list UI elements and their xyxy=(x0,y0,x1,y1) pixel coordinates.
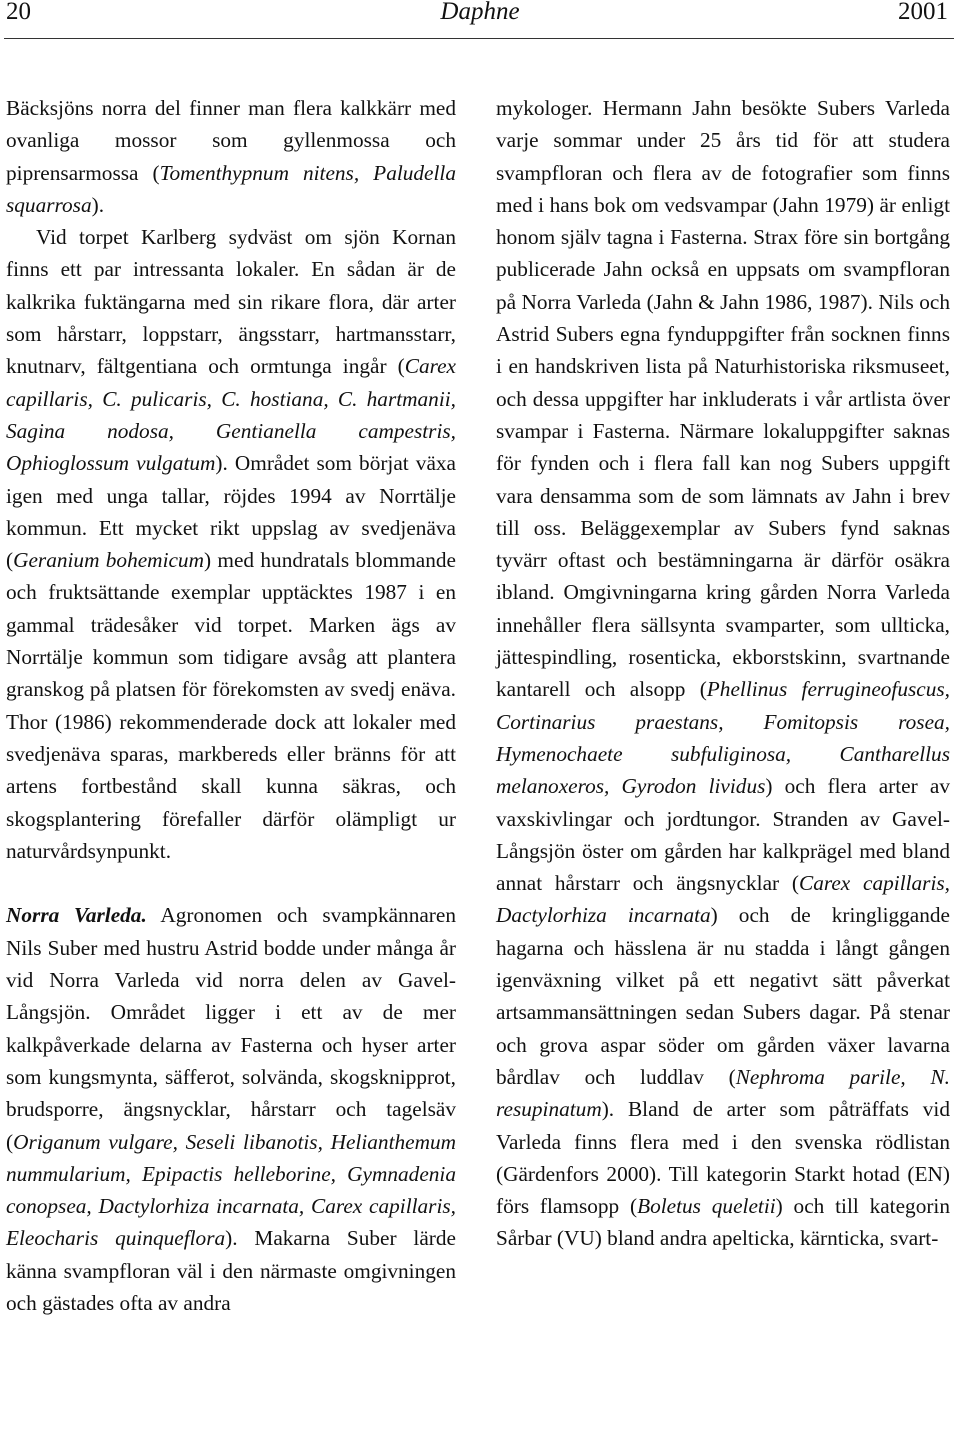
right-paragraph-1: mykologer. Hermann Jahn besökte Subers Varleda varje sommar under 25 års tid för att studera svampfloran och flera av de fotografier som finns med i hans bok om vedsvampar (Jahn 1979) är enligt honom själv tagna i Fasterna. Strax före sin bortgång publicerade Jahn också en uppsats om svampfloran på Norra Varleda (Jahn & Jahn 1986, 1987). Nils och Astrid Subers egna fynduppgifter från socknen finns i en handskriven lista på Naturhistoriska riksmuseet, och dessa uppgifter har inkluderats i vår artlista över svampar i Fasterna. Närmare lokaluppgifter saknas för fynden och i flera fall kan nog Subers uppgift vara densamma som de som lämnats av Jahn i brev till oss. Beläggexemplar av Subers fynd saknas tyvärr oftast och bestämningarna är därför osäkra ibland. Omgivningarna kring gården Norra Varleda innehåller flera sällsynta svamparter, som ullticka, jättespindling, rosenticka, ekborstskinn, svartnande kantarell och alsopp (Phellinus ferrugineofuscus, Cortinarius praestans, Fomitopsis rosea, Hymenochaete subfuliginosa, Cantharellus melanoxeros, Gyrodon lividus) och flera arter av vaxskivlingar och jordtungor. Stranden av Gavel-Långsjön öster om gården har kalkprägel med bland annat hårstarr och ängsnycklar (Carex capillaris, Dactylorhiza incarnata) och de kringliggande hagarna och hässlena är nu stadda i långt gången igenväxning vilket på ett negativt sätt påverkat artsammansättningen sedan Subers dagar. På stenar och grova aspar söder om gården växer lavarna bårdlav och luddlav (Nephroma parile, N. resupinatum). Bland de arter som påträffats vid Varleda finns flera med i den svenska rödlistan (Gärdenfors 2000). Till kategorin Starkt hotad (EN) förs flamsopp (Boletus queletii) och till kategorin Sårbar (VU) bland andra apelticka, kärnticka, svart- xyxy=(496,96,951,1251)
left-paragraph-3: Norra Varleda. Agronomen och svampkännaren Nils Suber med hustru Astrid bodde under många år vid Norra Varleda vid norra delen av Gavel-Långsjön. Området ligger i ett av de mer kalkpåverkade delarna av Fasterna och hyser arter som kungsmynta, säfferot, solvända, skogsknipprot, brudsporre, ängsnycklar, hårstarr och tagelsäv (Origanum vulgare, Seseli libanotis, Helianthemum nummularium, Epipactis helleborine, Gymnadenia conopsea, Dactylorhiza incarnata, Carex capillaris, Eleocharis quinqueflora). Makarna Suber lärde känna svampfloran väl i den närmaste omgivningen och gästades ofta av andra xyxy=(6,903,456,1315)
section-gap xyxy=(6,867,456,899)
left-paragraph-2: Vid torpet Karlberg sydväst om sjön Kornan finns ett par intressanta lokaler. En sådan är de kalkrika fuktängarna med sin rikare flora, där arter som hårstarr, loppstarr, ängsstarr, hartmansstarr, knutnarv, fältgentiana och ormtunga ingår (Carex capillaris, C. pulicaris, C. hostiana, C. hartmanii, Sagina nodosa, Gentianella campestris, Ophioglossum vulgatum). Området som börjat växa igen med unga tallar, röjdes 1994 av Norrtälje kommun. Ett mycket rikt uppslag av svedjenäva (Geranium bohemicum) med hundratals blommande och fruktsättande exemplar upptäcktes 1987 i en gammal trädesåker vid torpet. Marken ägs av Norrtälje kommun som tidigare avsåg att plantera granskog på platsen för förekomsten av svedj enäva. Thor (1986) rekommenderade dock att lokaler med svedjenäva sparas, markbereds eller bränns för att artens fortbestånd skall kunna säkras, och skogsplantering förefaller därför olämpligt ur naturvårdsynpunkt. xyxy=(6,225,456,863)
right-column xyxy=(496,92,950,1255)
header-rule xyxy=(4,38,954,39)
publication-year: 2001 xyxy=(898,0,948,25)
left-paragraph-1: Bäcksjöns norra del finner man flera kalkkärr med ovanliga mossor som gyllenmossa och piprensarmossa (Tomenthypnum nitens, Paludella squarrosa). xyxy=(6,96,456,217)
page-header xyxy=(0,0,960,40)
journal-title: Daphne xyxy=(440,0,520,25)
left-column xyxy=(6,92,456,1319)
section-heading: Norra Varleda. xyxy=(6,903,147,928)
page-number: 20 xyxy=(6,0,31,25)
